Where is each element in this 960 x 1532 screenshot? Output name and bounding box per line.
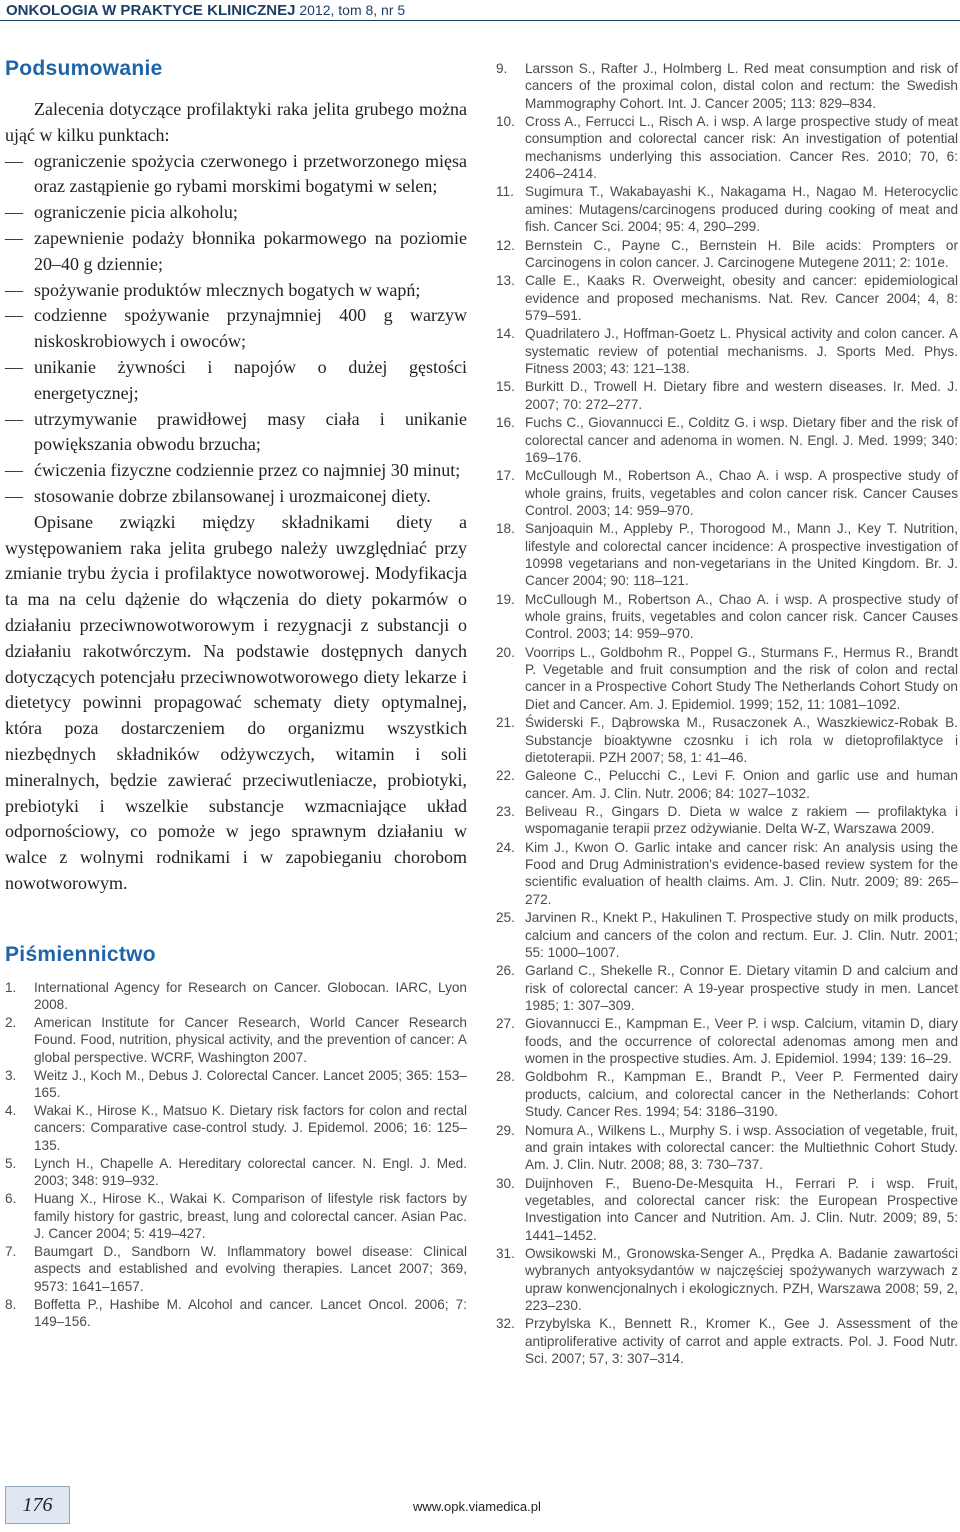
- reference-number: 13.: [496, 273, 515, 289]
- reference-number: 25.: [496, 910, 515, 926]
- reference-item: [496, 414, 958, 466]
- summary-title: Podsumowanie: [5, 57, 163, 80]
- summary-bullet: — utrzymywanie prawidłowej masy ciała i unikanie powiększania obwodu brzucha;: [5, 407, 467, 459]
- reference-text: Owsikowski M., Gronowska-Senger A., Prędka A. Badanie zawartości wybranych antyoksydantów w najczęściej spożywanych warzywach z upraw konwencjonalnych i ekologicznych. PZH, Warszawa 2008; 59, 2, 223–230.: [525, 1246, 958, 1313]
- reference-text: Huang X., Hirose K., Wakai K. Comparison of lifestyle risk factors by family history for gastric, breast, lung and colorectal cancer. Asian Pac. J. Cancer 2004; 5: 419–427.: [34, 1191, 467, 1241]
- reference-text: Kim J., Kwon O. Garlic intake and cancer risk: An analysis using the Food and Drug Administration's evidence-based review system for the scientific evaluation of health claims. Am. J. Clin. Nutr. 2009; 89: 265–272.: [525, 839, 958, 907]
- reference-text: Nomura A., Wilkens L., Murphy S. i wsp. Association of vegetable, fruit, and grain intakes with colorectal cancer: the Multiethnic Cohort Study. Am. J. Clin. Nutr. 2008; 88, 3: 730–737.: [525, 1122, 958, 1173]
- reference-item: [496, 839, 958, 908]
- reference-item: [496, 467, 958, 519]
- summary-bullet: — codzienne spożywanie przynajmniej 400 g warzyw niskoskrobiowych i owoców;: [5, 303, 467, 355]
- reference-item: [496, 909, 958, 961]
- reference-number: 5.: [5, 1155, 17, 1171]
- reference-number: 26.: [496, 963, 515, 979]
- reference-text: Beliveau R., Gingars D. Dieta w walce z rakiem — profilaktyka i wspomaganie terapii przez odżywianie. Delta W-Z, Warszawa 2009.: [525, 804, 958, 837]
- reference-number: 21.: [496, 715, 515, 731]
- reference-text: International Agency for Research on Cancer. Globocan. IARC, Lyon 2008.: [34, 979, 467, 1012]
- reference-number: 2.: [5, 1015, 17, 1031]
- page-number: 176: [22, 1493, 53, 1516]
- reference-text: Świderski F., Dąbrowska M., Rusaczonek A., Waszkiewicz-Robak B. Substancje bioaktywne czosnku i ich rola w dietoprofilaktyce i dietoterapii. PZH 2007; 58, 1: 41–46.: [525, 715, 958, 765]
- reference-text: Fuchs C., Giovannucci E., Colditz G. i wsp. Dietary fiber and the risk of colorectal cancer and adenoma in women. N. Engl. J. Med. 1999; 340: 169–176.: [525, 415, 958, 465]
- reference-text: Giovannucci E., Kampman E., Veer P. i wsp. Calcium, vitamin D, diary foods, and the occurrence of colorectal adenomas among men and women in the prospective studies. Am. J. Epidemiol. 1994; 139: 16–29.: [525, 1016, 958, 1066]
- reference-number: 11.: [496, 184, 514, 200]
- reference-text: Bernstein C., Payne C., Bernstein H. Bile acids: Prompters or Carcinogens in colon cancer. J. Carcinogene Mutegene 2011; 2: 101e.: [525, 237, 958, 270]
- reference-number: 6.: [5, 1191, 17, 1207]
- summary-bullet: — stosowanie dobrze zbilansowanej i urozmaiconej diety.: [5, 484, 467, 510]
- reference-number: 15.: [496, 379, 515, 395]
- reference-item: [496, 1068, 958, 1120]
- reference-number: 3.: [5, 1067, 17, 1083]
- summary-bullet: — ograniczenie picia alkoholu;: [5, 200, 467, 226]
- reference-number: 28.: [496, 1069, 515, 1085]
- reference-item: [496, 1122, 958, 1174]
- reference-text: Larsson S., Rafter J., Holmberg L. Red meat consumption and risk of cancers of the proximal colon, distal colon and rectum: the Swedish Mammography Cohort. Int. J. Cancer 2005; 113: 829–834.: [525, 61, 958, 111]
- reference-text: Boffetta P., Hashibe M. Alcohol and cancer. Lancet Oncol. 2006; 7: 149–156.: [34, 1296, 467, 1329]
- reference-item: [5, 1243, 467, 1295]
- reference-item: [5, 1296, 467, 1331]
- reference-number: 32.: [496, 1316, 515, 1332]
- reference-text: Burkitt D., Trowell H. Dietary fibre and western diseases. Ir. Med. J. 2007; 70: 272–277.: [525, 379, 958, 412]
- reference-text: McCullough M., Robertson A., Chao A. i wsp. A prospective study of whole grains, fruits, vegetables and colon cancer risk. Cancer Causes Control. 2003; 14: 959–970.: [525, 468, 958, 518]
- reference-number: 12.: [496, 237, 515, 253]
- reference-number: 27.: [496, 1016, 515, 1032]
- reference-item: [496, 272, 958, 324]
- footer-url: www.opk.viamedica.pl: [413, 1499, 541, 1514]
- reference-number: 7.: [5, 1243, 17, 1259]
- reference-number: 23.: [496, 804, 515, 820]
- reference-item: [496, 767, 958, 802]
- reference-number: 14.: [496, 326, 515, 342]
- summary-bullet: — ćwiczenia fizyczne codziennie przez co najmniej 30 minut;: [5, 458, 467, 484]
- reference-number: 4.: [5, 1103, 17, 1119]
- reference-number: 18.: [496, 521, 515, 537]
- reference-item: [5, 1014, 467, 1066]
- reference-item: [496, 378, 958, 413]
- reference-text: Voorrips L., Goldbohm R., Poppel G., Sturmans F., Hermus R., Brandt P. Vegetable and fruit consumption and the risk of colon and rectal cancer in a Prospective Cohort Study The Netherlands Cohort Study on Diet and Cancer. Am. J. Epidemiol. 1999; 152, 11: 1081–1092.: [525, 644, 958, 712]
- header-rule: [0, 20, 960, 21]
- reference-item: [496, 644, 958, 713]
- journal-name: ONKOLOGIA W PRAKTYCE KLINICZNEJ: [6, 2, 296, 19]
- reference-text: Duijnhoven F., Bueno-De-Mesquita H., Ferrari P. i wsp. Fruit, vegetables, and colorectal cancer risk: the European Prospective Investigation into Cancer and Nutrition. Am. J. Clin. Nutr. 2009; 89, 5: 1441–1452.: [525, 1175, 958, 1243]
- reference-number: 20.: [496, 644, 515, 660]
- reference-number: 22.: [496, 768, 515, 784]
- right-column: [496, 60, 958, 1368]
- reference-item: [5, 979, 467, 1014]
- reference-item: [496, 803, 958, 838]
- reference-item: [496, 714, 958, 766]
- reference-text: Quadrilatero J., Hoffman-Goetz L. Physical activity and colon cancer. A systematic review of potential mechanisms. J. Sports Med. Phys. Fitness 2003; 43: 121–138.: [525, 326, 958, 376]
- reference-text: Baumgart D., Sandborn W. Inflammatory bowel disease: Clinical aspects and established and evolving therapies. Lancet 2007; 369, 9573: 1641–1657.: [34, 1243, 467, 1294]
- reference-number: 31.: [496, 1246, 515, 1262]
- summary-body: [5, 97, 467, 897]
- journal-header: [6, 2, 405, 19]
- reference-number: 17.: [496, 468, 515, 484]
- summary-conclusion: Opisane związki między składnikami diety a występowaniem raka jelita grubego należy uwzględniać przy zmianie trybu życia i profilaktyce nowotworowej. Modyfikacja ta ma na celu dążenie do włączenia do diety pokarmów o działaniu przeciwnowotworowym i rezygnacji z substancji o działaniu rakotwórczym. Na podstawie dostępnych danych dotyczących potencjału przeciwnowotworowego diety lekarze i dietetycy powinni propagować schematy diety optymalnej, która poza dostarczeniem do organizmu wszystkich niezbędnych składników odżywczych, witamin i soli mineralnych, będzie zawierać przeciwutleniacze, probiotyki, prebiotyki i wszelkie substancje wzmacniające układ odpornościowy, co pomoże w jego sprawnym działaniu w walce z wolnymi rodnikami i w zapobieganiu chorobom nowotworowym.: [5, 511, 467, 893]
- reference-number: 1.: [5, 979, 17, 995]
- reference-item: [496, 520, 958, 589]
- reference-text: Cross A., Ferrucci L., Risch A. i wsp. A large prospective study of meat consumption and colorectal cancer risk: An investigation of potential mechanisms underlying this association. Cancer Res. 2010; 70, 6: 2406–2414.: [525, 114, 958, 181]
- page-number-box: [5, 1486, 70, 1524]
- reference-item: [496, 113, 958, 182]
- reference-text: Calle E., Kaaks R. Overweight, obesity and cancer: epidemiological evidence and proposed mechanisms. Nat. Rev. Cancer 2004; 4, 8: 579–591.: [525, 273, 958, 323]
- reference-text: Lynch H., Chapelle A. Hereditary colorectal cancer. N. Engl. J. Med. 2003; 348: 919–932.: [34, 1155, 467, 1189]
- summary-bullet: — spożywanie produktów mlecznych bogatych w wapń;: [5, 278, 467, 304]
- reference-item: [5, 1102, 467, 1154]
- reference-text: Goldbohm R., Kampman E., Brandt P., Veer P. Fermented dairy products, calcium, and colorectal cancer in the Netherlands: Cohort Study. Cancer Res. 1994; 54: 3186–3190.: [525, 1069, 958, 1120]
- reference-item: [496, 591, 958, 643]
- reference-text: McCullough M., Robertson A., Chao A. i wsp. A prospective study of whole grains, fruits, vegetables and colon cancer risk. Cancer Causes Control. 2003; 14: 959–970.: [525, 591, 958, 642]
- reference-item: [496, 1315, 958, 1367]
- summary-bullet: — ograniczenie spożycia czerwonego i przetworzonego mięsa oraz zastąpienie go rybami morskimi bogatymi w selen;: [5, 149, 467, 201]
- reference-number: 19.: [496, 591, 515, 607]
- summary-intro: Zalecenia dotyczące profilaktyki raka jelita grubego można ująć w kilku punktach:: [5, 99, 467, 145]
- reference-text: Weitz J., Koch M., Debus J. Colorectal Cancer. Lancet 2005; 365: 153–165.: [34, 1067, 467, 1101]
- reference-number: 16.: [496, 415, 515, 431]
- reference-number: 30.: [496, 1175, 515, 1191]
- reference-item: [5, 1190, 467, 1242]
- reference-item: [5, 1067, 467, 1102]
- summary-bullet: — unikanie żywności i napojów o dużej gęstości energetycznej;: [5, 355, 467, 407]
- references-title: Piśmiennictwo: [5, 942, 156, 966]
- summary-bullet-list: [5, 149, 467, 510]
- reference-number: 8.: [5, 1296, 17, 1312]
- reference-number: 29.: [496, 1122, 515, 1138]
- reference-item: [496, 325, 958, 377]
- reference-text: Sanjoaquin M., Appleby P., Thorogood M., Mann J., Key T. Nutrition, lifestyle and colorectal cancer incidence: A prospective investigation of 10998 vegetarians and non-vegetarians in the United Kingdom. Br. J. Cancer 2004; 90: 118–121.: [525, 521, 958, 589]
- reference-item: [5, 1155, 467, 1190]
- reference-text: Wakai K., Hirose K., Matsuo K. Dietary risk factors for colon and rectal cancers: Comparative case-control study. J. Epidemol. 2006; 16: 125–135.: [34, 1103, 467, 1153]
- reference-text: Przybylska K., Bennett R., Kromer K., Gee J. Assessment of the antiproliferative activity of carrot and apple extracts. Pol. J. Food Nutr. Sci. 2007; 57, 3: 307–314.: [525, 1316, 958, 1366]
- reference-item: [496, 60, 958, 112]
- references-list-right: [496, 60, 958, 1367]
- left-column: [5, 52, 467, 1331]
- reference-item: [496, 1245, 958, 1314]
- reference-number: 10.: [496, 114, 515, 130]
- reference-number: 9.: [496, 61, 508, 76]
- reference-item: [496, 237, 958, 272]
- references-list-left: [5, 979, 467, 1331]
- summary-bullet: — zapewnienie podaży błonnika pokarmowego na poziomie 20–40 g dziennie;: [5, 226, 467, 278]
- reference-text: Galeone C., Pelucchi C., Levi F. Onion and garlic use and human cancer. Am. J. Clin. Nutr. 2006; 84: 1027–1032.: [525, 768, 958, 801]
- reference-item: [496, 1175, 958, 1244]
- reference-item: [496, 962, 958, 1014]
- reference-item: [496, 1015, 958, 1067]
- reference-text: Jarvinen R., Knekt P., Hakulinen T. Prospective study on milk products, calcium and cancers of the colon and rectum. Eur. J. Clin. Nutr. 2001; 55: 1000–1007.: [525, 910, 958, 960]
- reference-number: 24.: [496, 839, 515, 855]
- reference-item: [496, 183, 958, 235]
- reference-text: American Institute for Cancer Research, World Cancer Research Found. Food, nutrition, physical activity, and the prevention of cancer: A global perspective. WCRF, Washington 2007.: [34, 1015, 467, 1065]
- journal-issue: 2012, tom 8, nr 5: [295, 2, 406, 18]
- reference-text: Sugimura T., Wakabayashi K., Nakagama H., Nagao M. Heterocyclic amines: Mutagens/carcinogens produced during cooking of meat and fish. Cancer Sci. 2004; 95: 4, 290–299.: [525, 184, 958, 235]
- reference-text: Garland C., Shekelle R., Connor E. Dietary vitamin D and calcium and risk of colorectal cancer: A 19-year prospective study in men. Lancet 1985; 1: 307–309.: [525, 963, 958, 1013]
